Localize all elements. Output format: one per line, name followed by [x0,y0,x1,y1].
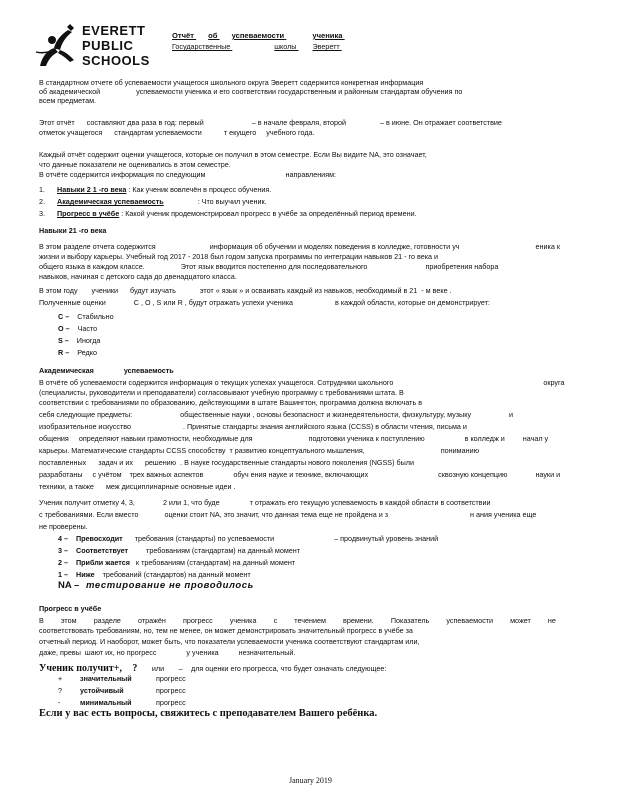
word: прогресс [183,616,213,625]
text-span: для оценки его прогресса, что будет означать следующее: [191,664,387,673]
text-span: В этом году [39,286,78,295]
paragraph-line [39,498,491,507]
level-label: Соответствует [76,546,129,555]
text-span: Этот язык вводится постепенно для последовательного [180,262,368,271]
text-span: – [178,664,183,673]
list-desc: : Какой ученик продемонстрировал прогресс в учёбе за определённый период времени. [121,209,417,218]
text-span: информация об обучении и моделях поведения в колледже, готовности уч [209,242,460,251]
word: успеваемости [446,616,493,625]
paragraph-line [39,422,467,431]
text-span: с учётом [92,470,122,479]
paragraph-line [39,262,498,271]
text-span: т развитию концептуального мышления, [229,446,365,455]
closing-note: Если у вас есть вопросы, свяжитесь с преподавателем Вашего ребёнка. [39,708,378,719]
grade-code: O [58,324,64,333]
intro-line: всем предметам. [39,96,97,105]
list-label: Академическая успеваемость [57,197,164,206]
mark-symbol: - [58,698,61,707]
mark-text: прогресс [156,674,186,683]
text-span: или [151,664,165,673]
level-number: 4 – [58,534,68,543]
text-span: себя следующие предметы: [39,410,133,419]
title-word: успеваемости [231,31,285,40]
level-text: требования (стандарты) по успеваемости [134,534,275,543]
title-word: Отчёт [172,31,194,40]
text-span: решению [144,458,177,467]
word: ученика [229,616,257,625]
word: этом [60,616,77,625]
section-heading-progress: Прогресс в учёбе [39,604,102,613]
word: с [273,616,278,625]
paragraph-line: отчетный период. И наоборот, может быть, что показатели успеваемости ученика соответствуют стандартам или, [39,637,420,646]
level-text: требованиям (стандартам) на данный момент [146,546,301,555]
list-number: 1. [39,185,45,194]
text-span: ученики [91,286,119,295]
text-span: в каждой области, которые он демонстрирует: [335,298,490,307]
paragraph-line [39,118,502,127]
paragraph-line [39,446,479,455]
paragraph-line [39,286,452,295]
subtitle-word: школы [274,42,297,51]
grade-item: C – Стабильно [58,312,114,321]
text-span: Ученик получит+, [39,663,122,674]
word: отражён [138,616,166,625]
text-span: даже, превы [39,648,81,657]
list-number: 2. [39,197,45,206]
text-span: обуч ения науке и технике, включающих [233,470,369,479]
paragraph-line [39,470,560,479]
text-span: отметок учащегося [39,128,103,137]
paragraph-line [39,458,414,467]
mark-label: минимальный [80,698,132,707]
paragraph-line: (специалисты, руководители и преподаватели) согласовывают учебную программу с требованиями штата. В [39,388,404,397]
level-extra: – продвинутый уровень знаний [334,534,439,543]
paragraph-line: жизни и выбору карьеры. Учебный год 2017 - 2018 был годом запуска программы по интеграции навыков 21 - го века и [39,252,439,261]
text-span: подготовки ученика к поступлению [308,434,425,443]
text-span: этот « язык » и осваивать каждый из навыков, необходимый в 21 [199,286,418,295]
intro-line [39,87,462,96]
section-heading-skills: Навыки 21 -го века [39,226,107,235]
list-desc: : Что выучил ученик. [197,197,267,206]
text-span: направлениям: [285,170,337,179]
word: В [39,616,44,625]
text-span: Ученик получит отметку 4, 3, [39,498,135,507]
level-label: Прибли жается [76,558,130,567]
level-number: 2 – [58,558,68,567]
subtitle-word: Эверетт [312,42,340,51]
word: может [510,616,531,625]
mark-label: устойчивый [80,686,124,695]
na-text: тестирование не проводилось [85,580,254,591]
word: Показатель [390,616,430,625]
text-span: шают их, но прогресс [84,648,157,657]
text-span: трех важных аспектов [129,470,204,479]
mark-text: прогресс [156,698,186,707]
na-item [58,580,254,592]
mark-symbol: ? [58,686,62,695]
level-text: к требованиям (стандартам) на данный момент [135,558,296,567]
text-span: разработаны [39,470,83,479]
text-span: н ания ученика еще [470,510,537,519]
section-heading-academic [39,366,174,375]
title-word: об [208,31,218,40]
text-span: – в начале февраля, второй [251,118,346,127]
mark-item [58,698,186,707]
text-span: карьеры. Математические стандарты CCSS способству [39,446,226,455]
word: времени. [343,616,374,625]
grade-code: S [58,336,63,345]
heading-word: Академическая [39,366,94,375]
text-span: с требованиями. Если вместо [39,510,139,519]
text-span: задач и их [98,458,133,467]
paragraph-line: навыков, начиная с детского сада до двенадцатого класса. [39,272,237,281]
intro-line: В стандартном отчете об успеваемости учащегося школьного округа Эверетт содержится конкретная информация [39,78,424,87]
level-text: требований (стандартов) на данный момент [102,570,251,579]
text-span: в колледж и [464,434,505,443]
word: не [547,616,556,625]
text-span: сквозную концепцию [438,470,508,479]
text-span: общего языка в каждом классе. [39,262,145,271]
list-number: 3. [39,209,45,218]
text-span: учебного года. [266,128,315,137]
paragraph-line [39,170,336,179]
text-span: оценки стоит NA, это значит, что данная тема еще не пройдена и з [164,510,389,519]
paragraph-line [39,648,295,657]
paragraph-line: Каждый отчёт содержит оценки учащегося, которые он получил в этом семестре. Если Вы видите NA, это означает, [39,150,427,159]
list-item [39,197,267,206]
text-span: C , O , S или R , будут отражать успехи ученика [133,298,294,307]
mark-item [58,686,186,695]
text-span: изобразительное искусство [39,422,131,431]
text-span: поставленных [39,458,87,467]
level-item [58,558,295,567]
text-span: т екущего [223,128,257,137]
word: течением [294,616,326,625]
text-span: определяют навыки грамотности, необходимые для [78,434,253,443]
paragraph-line: не проверены. [39,522,88,531]
text-span: незначительный. [238,648,296,657]
grade-item: S – Иногда [58,336,101,345]
text-span: общественные науки , основы безопасност и жизнедеятельности, физкультуру, музыку [180,410,472,419]
text-span: т отражать его текущую успеваемость в каждой области в соответствии [249,498,491,507]
paragraph-line: соответствовать требованиям, но, тем не менее, он может демонстрировать значительный прогресс в учёбе за [39,626,413,635]
list-desc: : Как ученик вовлечён в процесс обучения. [128,185,272,194]
paragraph-line [39,410,513,419]
logo-line-1: EVERETT [82,23,146,38]
text-span: - м веке . [421,286,452,295]
justified-line [39,616,556,625]
heading-word: успеваемость [123,366,174,375]
text-span: Полученные оценки [39,298,106,307]
text-span: 2 или 1, что буде [162,498,220,507]
text-span: общения [39,434,69,443]
paragraph-line [39,128,315,137]
text-span: будут изучать [130,286,176,295]
grade-text: Стабильно [77,312,114,321]
text-span: начал у [522,434,549,443]
grade-code: C [58,312,64,321]
text-span: еника к [535,242,560,251]
paragraph-line: соответствии с требованиями по образованию, действующими в штате Вашингтон, программа должна включать в [39,398,423,407]
torch-figure-icon [34,22,78,70]
intro-text: успеваемости ученика и его соответствии государственным и районным стандартам обучения по [136,87,463,96]
word: разделе [93,616,121,625]
mark-label: значительный [80,674,132,683]
mark-item [58,674,186,683]
na-code: NA – [58,580,80,591]
text-span: округа [543,378,565,387]
page-subtitle [172,42,362,51]
page-title [172,31,363,40]
text-span: . Принятые стандарты знания английского языка (CCSS) в области чтения, письма и [183,422,467,431]
subtitle-word: Государственные [172,42,231,51]
mark-text: прогресс [156,686,186,695]
text-span: составляют два раза в год: первый [86,118,204,127]
text-span: приобретения набора [425,262,499,271]
text-span: у ученика [186,648,219,657]
paragraph-line [39,482,235,491]
paragraph-line [39,298,490,307]
level-label: Превосходит [76,534,123,543]
text-span: техники, а также [39,482,94,491]
level-number: 3 – [58,546,68,555]
text-span: – в июне. Он отражает соответствие [379,118,502,127]
logo-line-3: SCHOOLS [82,53,150,68]
intro-text: об академической [39,87,101,96]
paragraph-line [39,378,564,387]
grade-item: R – Редко [58,348,97,357]
text-span: В отчёте об успеваемости содержится информация о текущих успехах учащегося. Сотрудники школьного [39,378,394,387]
grade-text: Редко [77,348,97,357]
text-span: и [509,410,514,419]
list-label: Навыки 2 1 -го века [57,185,127,194]
paragraph-line [39,510,536,519]
level-item [58,534,438,543]
level-number: 1 – [58,570,68,579]
level-label: Ниже [76,570,95,579]
district-logo [34,22,162,70]
text-span: науки и [535,470,561,479]
grade-item: O – Часто [58,324,98,333]
paragraph-line [39,242,560,251]
text-span: меж дисциплинарные основные идеи [105,482,232,491]
list-item [39,209,417,218]
level-item [58,570,251,579]
mark-symbol: + [58,674,63,683]
paragraph-line: что данные показатели не оценивались в этом семестре. [39,160,231,169]
text-span: . [233,482,236,491]
logo-line-2: PUBLIC [82,38,134,53]
text-span: ? [132,663,138,674]
text-span: пониманию [440,446,479,455]
text-span: стандартам успеваемости [114,128,202,137]
footer-date: January 2019 [289,776,332,785]
level-item [58,546,300,555]
list-label: Прогресс в учёбе [57,209,120,218]
list-item [39,185,271,194]
text-span: В отчёте содержится информация по следующим [39,170,206,179]
grade-text: Иногда [76,336,101,345]
title-word: ученика [312,31,343,40]
paragraph-line [39,434,548,443]
text-span: В этом разделе отчета содержится [39,242,156,251]
text-span: . В науке государственные стандарты нового поколения (NGSS) были [180,458,414,467]
grade-text: Часто [77,324,98,333]
text-span: Этот отчёт [39,118,75,127]
grade-code: R [58,348,64,357]
